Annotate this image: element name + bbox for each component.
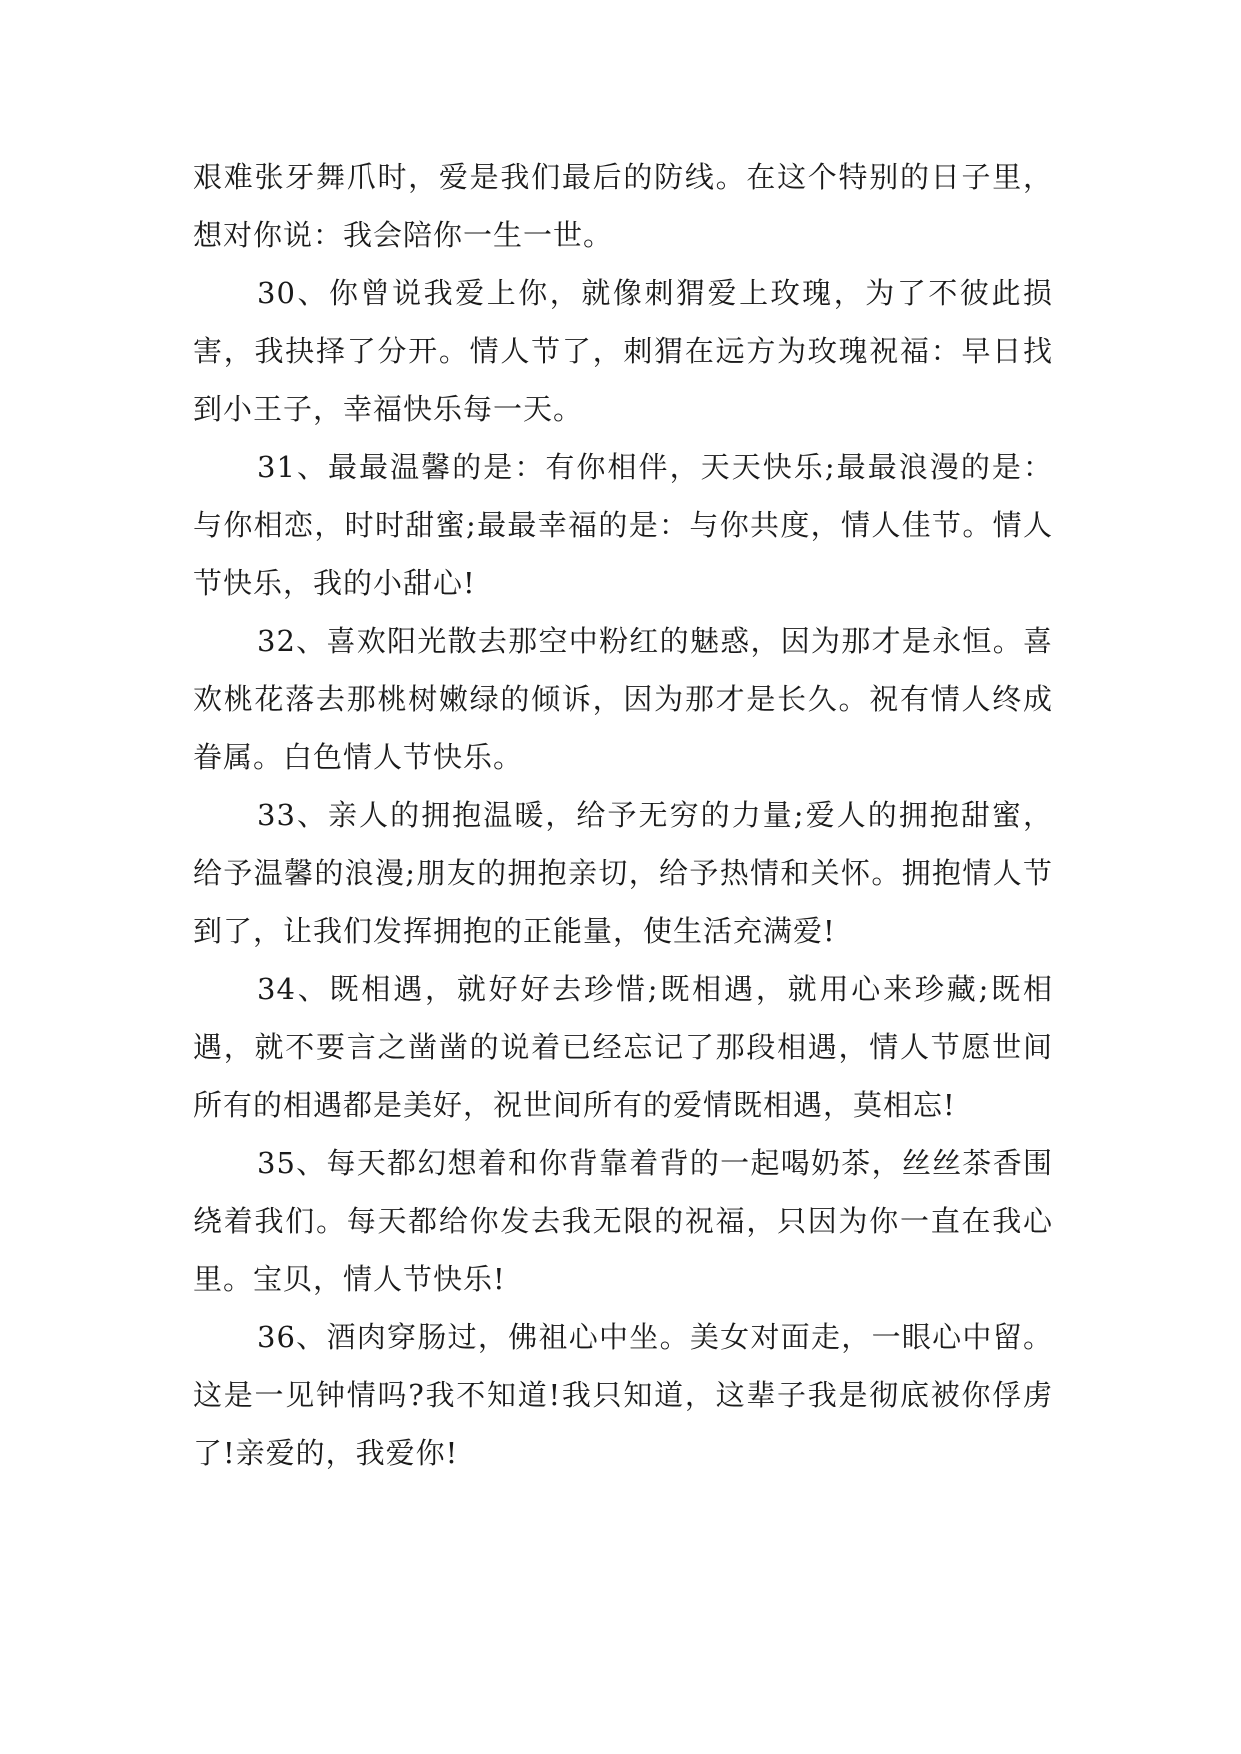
paragraph-32: 32、喜欢阳光散去那空中粉红的魅惑，因为那才是永恒。喜欢桃花落去那桃树嫩绿的倾诉，因为那才是长久。祝有情人终成眷属。白色情人节快乐。 [193,624,1053,774]
document-page [193,148,1053,1482]
paragraph-34: 34、既相遇，就好好去珍惜;既相遇，就用心来珍藏;既相遇，就不要言之凿凿的说着已经忘记了那段相遇，情人节愿世间所有的相遇都是美好，祝世间所有的爱情既相遇，莫相忘! [193,972,1053,1122]
paragraph-36: 36、酒肉穿肠过，佛祖心中坐。美女对面走，一眼心中留。这是一见钟情吗?我不知道!我只知道，这辈子我是彻底被你俘虏了!亲爱的，我爱你! [193,1320,1053,1470]
paragraph-30: 30、你曾说我爱上你，就像刺猬爱上玫瑰，为了不彼此损害，我抉择了分开。情人节了，刺猬在远方为玫瑰祝福：早日找到小王子，幸福快乐每一天。 [193,276,1053,426]
paragraph-33: 33、亲人的拥抱温暖，给予无穷的力量;爱人的拥抱甜蜜，给予温馨的浪漫;朋友的拥抱亲切，给予热情和关怀。拥抱情人节到了，让我们发挥拥抱的正能量，使生活充满爱! [193,798,1053,948]
paragraph-35: 35、每天都幻想着和你背靠着背的一起喝奶茶，丝丝茶香围绕着我们。每天都给你发去我无限的祝福，只因为你一直在我心里。宝贝，情人节快乐! [193,1146,1053,1296]
paragraph-31: 31、最最温馨的是：有你相伴，天天快乐;最最浪漫的是：与你相恋，时时甜蜜;最最幸福的是：与你共度，情人佳节。情人节快乐，我的小甜心! [193,450,1053,600]
paragraph: 艰难张牙舞爪时，爱是我们最后的防线。在这个特别的日子里，想对你说：我会陪你一生一世。 [193,160,1053,252]
